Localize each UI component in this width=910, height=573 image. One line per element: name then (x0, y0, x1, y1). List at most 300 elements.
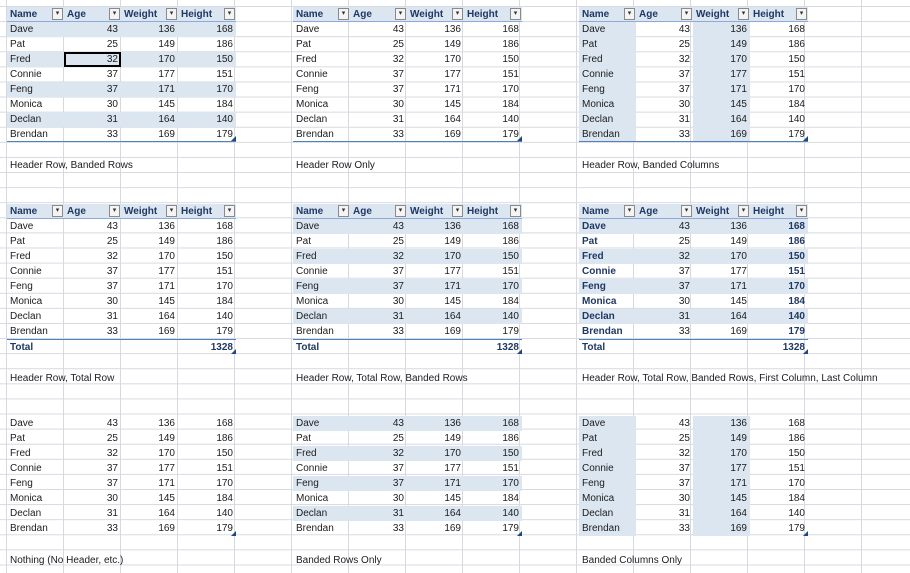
table-cell[interactable]: Brendan (579, 127, 636, 142)
total-label[interactable]: Total (579, 339, 636, 354)
table-cell[interactable]: 149 (693, 431, 750, 446)
table-cell[interactable]: 30 (392, 493, 404, 504)
table-cell[interactable]: 164 (444, 508, 461, 519)
table-cell[interactable]: 32 (64, 52, 121, 67)
table-cell[interactable]: 25 (106, 433, 118, 444)
table-cell[interactable]: 25 (678, 433, 690, 444)
table-cell[interactable]: 186 (502, 39, 519, 50)
table-cell[interactable]: 169 (693, 521, 750, 536)
table-cell[interactable]: 30 (392, 296, 404, 307)
total-empty-cell[interactable] (636, 339, 693, 354)
total-empty-cell[interactable] (407, 339, 464, 354)
table-cell[interactable]: 179 (178, 127, 236, 142)
filter-dropdown-icon[interactable]: ▾ (52, 8, 63, 20)
table-cell[interactable]: 37 (678, 84, 690, 95)
table-cell[interactable]: 170 (693, 52, 750, 67)
table-cell[interactable]: 136 (444, 221, 461, 232)
table-cell[interactable]: 31 (678, 311, 690, 322)
table-cell[interactable]: 169 (158, 326, 175, 337)
total-label[interactable]: Total (7, 339, 64, 354)
table-cell[interactable]: 43 (106, 24, 118, 35)
resize-handle-icon[interactable] (231, 136, 236, 141)
table-cell[interactable]: 25 (678, 39, 690, 50)
table-cell[interactable]: Brendan (296, 326, 334, 337)
table-cell[interactable]: 177 (158, 463, 175, 474)
header-cell-name[interactable] (293, 7, 350, 22)
table-cell[interactable]: 186 (216, 433, 233, 444)
table-cell[interactable]: 169 (730, 326, 747, 337)
total-empty-cell[interactable] (121, 339, 178, 354)
header-cell-age[interactable] (350, 7, 407, 22)
table-cell[interactable]: 171 (444, 478, 461, 489)
excel-table-2[interactable] (293, 7, 522, 142)
table-cell[interactable]: 177 (693, 67, 750, 82)
table-cell[interactable]: 150 (788, 54, 805, 65)
table-cell[interactable]: 33 (106, 523, 118, 534)
table-cell[interactable]: 43 (392, 418, 404, 429)
filter-dropdown-icon[interactable]: ▾ (624, 8, 635, 20)
table-cell[interactable]: 168 (216, 24, 233, 35)
table-cell[interactable]: 25 (106, 236, 118, 247)
filter-dropdown-icon[interactable]: ▾ (796, 205, 807, 217)
total-value[interactable]: 1328 (464, 339, 522, 354)
excel-table-6[interactable] (579, 204, 808, 354)
table-cell[interactable]: Declan (10, 114, 42, 125)
table-cell[interactable]: Dave (296, 221, 320, 232)
table-cell[interactable]: 32 (106, 448, 118, 459)
filter-dropdown-icon[interactable]: ▾ (109, 205, 120, 217)
table-cell[interactable]: 140 (216, 114, 233, 125)
table-cell[interactable]: 164 (158, 114, 175, 125)
filter-dropdown-icon[interactable]: ▾ (395, 8, 406, 20)
table-cell[interactable]: 164 (444, 114, 461, 125)
table-cell[interactable]: 136 (158, 221, 175, 232)
table-cell[interactable]: 184 (216, 493, 233, 504)
table-cell[interactable]: 151 (788, 266, 805, 277)
table-cell[interactable]: 177 (693, 461, 750, 476)
table-cell[interactable]: Feng (296, 281, 319, 292)
table-cell[interactable]: 25 (392, 433, 404, 444)
filter-dropdown-icon[interactable]: ▾ (452, 8, 463, 20)
table-cell[interactable]: 168 (502, 24, 519, 35)
table-cell[interactable]: Declan (296, 311, 328, 322)
table-cell[interactable]: Connie (579, 67, 636, 82)
table-cell[interactable]: 145 (444, 296, 461, 307)
table-cell[interactable]: 37 (392, 69, 404, 80)
table-cell[interactable]: Pat (10, 39, 26, 50)
table-cell[interactable]: 169 (444, 326, 461, 337)
table-cell[interactable]: 151 (788, 463, 805, 474)
table-cell[interactable]: 169 (693, 127, 750, 142)
table-cell[interactable]: 37 (678, 266, 690, 277)
excel-table-5[interactable] (293, 204, 522, 354)
table-cell[interactable]: 168 (502, 418, 519, 429)
table-cell[interactable]: 37 (106, 266, 118, 277)
table-cell[interactable]: 170 (788, 281, 805, 292)
table-cell[interactable]: 37 (678, 69, 690, 80)
table-cell[interactable]: 184 (788, 296, 805, 307)
table-cell[interactable]: Feng (579, 82, 636, 97)
table-cell[interactable]: 151 (502, 69, 519, 80)
table-cell[interactable]: 149 (693, 37, 750, 52)
table-cell[interactable]: 164 (158, 508, 175, 519)
table-cell[interactable]: 151 (502, 463, 519, 474)
table-cell[interactable]: 171 (444, 84, 461, 95)
table-cell[interactable]: 170 (216, 84, 233, 95)
header-cell-height[interactable] (750, 7, 808, 22)
filter-dropdown-icon[interactable]: ▾ (52, 205, 63, 217)
table-cell[interactable]: Feng (582, 281, 606, 292)
table-cell[interactable]: Declan (582, 311, 615, 322)
resize-handle-icon[interactable] (803, 136, 808, 141)
table-cell[interactable]: 184 (788, 493, 805, 504)
table-cell[interactable]: 177 (444, 463, 461, 474)
table-cell[interactable]: 37 (106, 281, 118, 292)
table-cell[interactable]: 150 (788, 251, 805, 262)
table-cell[interactable]: 31 (106, 508, 118, 519)
table-cell[interactable]: 184 (788, 99, 805, 110)
table-cell[interactable]: 179 (216, 326, 233, 337)
table-cell[interactable]: 179 (502, 326, 519, 337)
header-cell-age[interactable] (350, 204, 407, 219)
table-cell[interactable]: 170 (158, 448, 175, 459)
filter-dropdown-icon[interactable]: ▾ (681, 8, 692, 20)
table-cell[interactable]: 170 (788, 478, 805, 489)
table-cell[interactable]: Brendan (7, 127, 64, 142)
table-cell[interactable]: Pat (296, 236, 312, 247)
header-cell-name[interactable] (7, 204, 64, 219)
table-cell[interactable]: 149 (158, 433, 175, 444)
table-cell[interactable]: 37 (106, 69, 118, 80)
table-cell[interactable]: 184 (502, 296, 519, 307)
table-cell[interactable]: Monica (296, 99, 329, 110)
table-cell[interactable]: Monica (10, 493, 43, 504)
resize-handle-icon[interactable] (803, 531, 808, 536)
table-cell[interactable]: 43 (106, 221, 118, 232)
table-cell[interactable]: 184 (216, 99, 233, 110)
table-cell[interactable]: 169 (444, 523, 461, 534)
table-cell[interactable]: 37 (392, 463, 404, 474)
header-cell-height[interactable] (464, 204, 522, 219)
table-cell[interactable]: 43 (392, 24, 404, 35)
header-cell-weight[interactable] (693, 7, 750, 22)
header-cell-name[interactable] (579, 7, 636, 22)
table-cell[interactable]: 32 (678, 54, 690, 65)
table-cell[interactable]: 30 (678, 99, 690, 110)
table-cell[interactable]: 186 (788, 433, 805, 444)
table-cell[interactable]: 171 (158, 478, 175, 489)
resize-handle-icon[interactable] (517, 136, 522, 141)
table-cell[interactable]: 150 (788, 448, 805, 459)
table-cell[interactable]: 32 (106, 251, 118, 262)
table-cell[interactable]: Pat (579, 37, 636, 52)
table-cell[interactable]: 150 (216, 251, 233, 262)
table-cell[interactable]: 43 (678, 24, 690, 35)
table-cell[interactable]: 150 (216, 448, 233, 459)
table-cell[interactable]: 43 (106, 418, 118, 429)
table-cell[interactable]: 43 (678, 418, 690, 429)
table-cell[interactable]: 177 (730, 266, 747, 277)
table-cell[interactable]: 136 (158, 24, 175, 35)
table-cell[interactable]: 171 (693, 82, 750, 97)
table-cell[interactable]: Fred (10, 251, 31, 262)
header-cell-weight[interactable] (121, 204, 178, 219)
table-cell[interactable]: 145 (444, 493, 461, 504)
table-cell[interactable]: Fred (296, 448, 317, 459)
filter-dropdown-icon[interactable]: ▾ (224, 8, 235, 20)
excel-table-3[interactable] (579, 7, 808, 142)
filter-dropdown-icon[interactable]: ▾ (109, 8, 120, 20)
table-cell[interactable]: 145 (444, 99, 461, 110)
table-cell[interactable]: 31 (106, 311, 118, 322)
table-cell[interactable]: Brendan (10, 326, 48, 337)
table-cell[interactable]: 170 (502, 84, 519, 95)
table-cell[interactable]: 151 (502, 266, 519, 277)
filter-dropdown-icon[interactable]: ▾ (452, 205, 463, 217)
table-cell[interactable]: Declan (579, 112, 636, 127)
table-cell[interactable]: 151 (216, 463, 233, 474)
table-cell[interactable]: 145 (158, 296, 175, 307)
table-cell[interactable]: 170 (502, 281, 519, 292)
filter-dropdown-icon[interactable]: ▾ (796, 8, 807, 20)
table-cell[interactable]: Monica (579, 491, 636, 506)
table-cell[interactable]: Dave (10, 221, 34, 232)
table-cell[interactable]: Fred (579, 52, 636, 67)
table-cell[interactable]: Connie (10, 69, 42, 80)
table-cell[interactable]: 31 (392, 114, 404, 125)
table-cell[interactable]: 179 (178, 521, 236, 536)
resize-handle-icon[interactable] (231, 531, 236, 536)
table-cell[interactable]: 30 (106, 99, 118, 110)
table-cell[interactable]: Fred (582, 251, 604, 262)
header-cell-height[interactable] (750, 204, 808, 219)
table-cell[interactable]: 179 (750, 521, 808, 536)
table-cell[interactable]: 149 (158, 39, 175, 50)
table-cell[interactable]: 149 (158, 236, 175, 247)
table-cell[interactable]: 168 (788, 24, 805, 35)
total-empty-cell[interactable] (693, 339, 750, 354)
table-cell[interactable]: 149 (444, 433, 461, 444)
total-empty-cell[interactable] (350, 339, 407, 354)
table-cell[interactable]: 171 (693, 476, 750, 491)
table-cell[interactable]: 170 (158, 54, 175, 65)
table-cell[interactable]: Monica (10, 99, 43, 110)
table-cell[interactable]: 145 (158, 493, 175, 504)
table-cell[interactable]: 186 (502, 433, 519, 444)
table-cell[interactable]: 151 (788, 69, 805, 80)
table-cell[interactable]: 145 (158, 99, 175, 110)
table-cell[interactable]: 145 (730, 296, 747, 307)
table-cell[interactable]: 31 (106, 114, 118, 125)
table-cell[interactable]: Brendan (10, 523, 48, 534)
table-cell[interactable]: 171 (730, 281, 747, 292)
excel-table-7[interactable] (7, 416, 236, 536)
table-cell[interactable]: 136 (730, 221, 747, 232)
table-cell[interactable]: 32 (392, 54, 404, 65)
table-cell[interactable]: Brendan (296, 523, 334, 534)
table-cell[interactable]: 170 (730, 251, 747, 262)
table-cell[interactable]: 33 (678, 326, 690, 337)
table-cell[interactable]: Declan (10, 508, 42, 519)
table-cell[interactable]: 149 (444, 39, 461, 50)
table-cell[interactable]: 136 (693, 22, 750, 37)
table-cell[interactable]: 150 (502, 448, 519, 459)
table-cell[interactable]: 30 (106, 493, 118, 504)
table-cell[interactable]: Monica (296, 493, 329, 504)
table-cell[interactable]: Declan (296, 508, 328, 519)
table-cell[interactable]: 37 (392, 84, 404, 95)
table-cell[interactable]: 32 (678, 448, 690, 459)
header-cell-age[interactable] (636, 7, 693, 22)
table-cell[interactable]: 186 (216, 39, 233, 50)
table-cell[interactable]: 186 (216, 236, 233, 247)
table-cell[interactable]: Fred (296, 251, 317, 262)
table-cell[interactable]: 177 (444, 69, 461, 80)
table-cell[interactable]: 25 (678, 236, 690, 247)
table-cell[interactable]: 37 (392, 281, 404, 292)
excel-table-1[interactable] (7, 7, 236, 142)
table-cell[interactable]: Pat (10, 236, 26, 247)
filter-dropdown-icon[interactable]: ▾ (338, 205, 349, 217)
table-cell[interactable]: 140 (788, 508, 805, 519)
table-cell[interactable]: Monica (582, 296, 617, 307)
filter-dropdown-icon[interactable]: ▾ (395, 205, 406, 217)
table-cell[interactable]: 184 (502, 99, 519, 110)
table-cell[interactable]: Feng (296, 478, 319, 489)
table-cell[interactable]: Pat (296, 39, 312, 50)
table-cell[interactable]: Feng (10, 84, 33, 95)
table-cell[interactable]: 186 (788, 39, 805, 50)
filter-dropdown-icon[interactable]: ▾ (624, 205, 635, 217)
table-cell[interactable]: 164 (693, 112, 750, 127)
table-cell[interactable]: 170 (158, 251, 175, 262)
table-cell[interactable]: 33 (392, 326, 404, 337)
table-cell[interactable]: Monica (10, 296, 43, 307)
total-value[interactable]: 1328 (750, 339, 808, 354)
header-cell-age[interactable] (64, 204, 121, 219)
table-cell[interactable]: 33 (350, 127, 407, 142)
table-cell[interactable]: Connie (582, 266, 616, 277)
header-cell-age[interactable] (64, 7, 121, 22)
header-cell-weight[interactable] (693, 204, 750, 219)
resize-handle-icon[interactable] (517, 531, 522, 536)
table-cell[interactable]: Connie (10, 463, 42, 474)
table-cell[interactable]: 31 (392, 311, 404, 322)
table-cell[interactable]: 150 (502, 251, 519, 262)
table-cell[interactable]: 30 (678, 296, 690, 307)
resize-handle-icon[interactable] (803, 349, 808, 354)
table-cell[interactable]: Connie (579, 461, 636, 476)
table-cell[interactable]: 140 (502, 311, 519, 322)
table-cell[interactable]: 149 (444, 236, 461, 247)
table-cell[interactable]: 171 (158, 281, 175, 292)
table-cell[interactable]: 171 (158, 84, 175, 95)
filter-dropdown-icon[interactable]: ▾ (738, 205, 749, 217)
table-cell[interactable]: Feng (296, 84, 319, 95)
header-cell-height[interactable] (178, 7, 236, 22)
table-cell[interactable]: 186 (502, 236, 519, 247)
table-cell[interactable]: 164 (158, 311, 175, 322)
filter-dropdown-icon[interactable]: ▾ (510, 205, 521, 217)
table-cell[interactable]: 151 (216, 266, 233, 277)
filter-dropdown-icon[interactable]: ▾ (224, 205, 235, 217)
table-cell[interactable]: 37 (678, 463, 690, 474)
filter-dropdown-icon[interactable]: ▾ (166, 205, 177, 217)
table-cell[interactable]: 164 (730, 311, 747, 322)
table-cell[interactable]: Brendan (293, 127, 350, 142)
filter-dropdown-icon[interactable]: ▾ (738, 8, 749, 20)
table-cell[interactable]: Dave (296, 24, 320, 35)
table-cell[interactable]: 145 (693, 491, 750, 506)
total-value[interactable]: 1328 (178, 339, 236, 354)
table-cell[interactable]: 37 (392, 478, 404, 489)
table-cell[interactable]: Declan (296, 114, 328, 125)
filter-dropdown-icon[interactable]: ▾ (166, 8, 177, 20)
header-cell-weight[interactable] (407, 7, 464, 22)
table-cell[interactable]: 136 (444, 24, 461, 35)
excel-table-9[interactable] (579, 416, 808, 536)
header-cell-name[interactable] (579, 204, 636, 219)
table-cell[interactable]: Fred (10, 448, 31, 459)
header-cell-height[interactable] (464, 7, 522, 22)
table-cell[interactable]: 170 (693, 446, 750, 461)
table-cell[interactable]: Pat (296, 433, 312, 444)
table-cell[interactable]: 37 (106, 84, 118, 95)
table-cell[interactable]: 32 (392, 448, 404, 459)
table-cell[interactable]: 150 (216, 54, 233, 65)
table-cell[interactable]: 25 (106, 39, 118, 50)
table-cell[interactable]: Connie (296, 266, 328, 277)
excel-table-4[interactable] (7, 204, 236, 354)
table-cell[interactable]: 32 (392, 251, 404, 262)
table-cell[interactable]: 177 (444, 266, 461, 277)
table-cell[interactable]: 168 (216, 221, 233, 232)
table-cell[interactable]: 184 (502, 493, 519, 504)
table-cell[interactable]: Dave (579, 416, 636, 431)
table-cell[interactable]: 177 (158, 266, 175, 277)
table-cell[interactable]: 136 (444, 418, 461, 429)
table-cell[interactable]: 179 (750, 127, 808, 142)
table-cell[interactable]: 168 (788, 221, 805, 232)
table-cell[interactable]: 179 (464, 127, 522, 142)
filter-dropdown-icon[interactable]: ▾ (681, 205, 692, 217)
table-cell[interactable]: Pat (579, 431, 636, 446)
table-cell[interactable]: 145 (693, 97, 750, 112)
table-cell[interactable]: Feng (579, 476, 636, 491)
table-cell[interactable]: 31 (678, 114, 690, 125)
table-cell[interactable]: 170 (444, 448, 461, 459)
header-cell-age[interactable] (636, 204, 693, 219)
table-cell[interactable]: Brendan (579, 521, 636, 536)
table-cell[interactable]: Dave (296, 418, 320, 429)
table-cell[interactable]: Pat (582, 236, 598, 247)
resize-handle-icon[interactable] (231, 349, 236, 354)
table-cell[interactable]: 140 (788, 114, 805, 125)
table-cell[interactable]: 170 (216, 478, 233, 489)
table-cell[interactable]: Dave (582, 221, 606, 232)
total-empty-cell[interactable] (64, 339, 121, 354)
total-label[interactable]: Total (293, 339, 350, 354)
header-cell-weight[interactable] (407, 204, 464, 219)
table-cell[interactable]: 168 (216, 418, 233, 429)
table-cell[interactable]: 140 (502, 508, 519, 519)
table-cell[interactable]: 164 (693, 506, 750, 521)
table-cell[interactable]: Feng (10, 281, 33, 292)
table-cell[interactable]: Feng (10, 478, 33, 489)
table-cell[interactable]: Dave (10, 418, 34, 429)
table-cell[interactable]: 140 (216, 508, 233, 519)
table-cell[interactable]: 30 (392, 99, 404, 110)
